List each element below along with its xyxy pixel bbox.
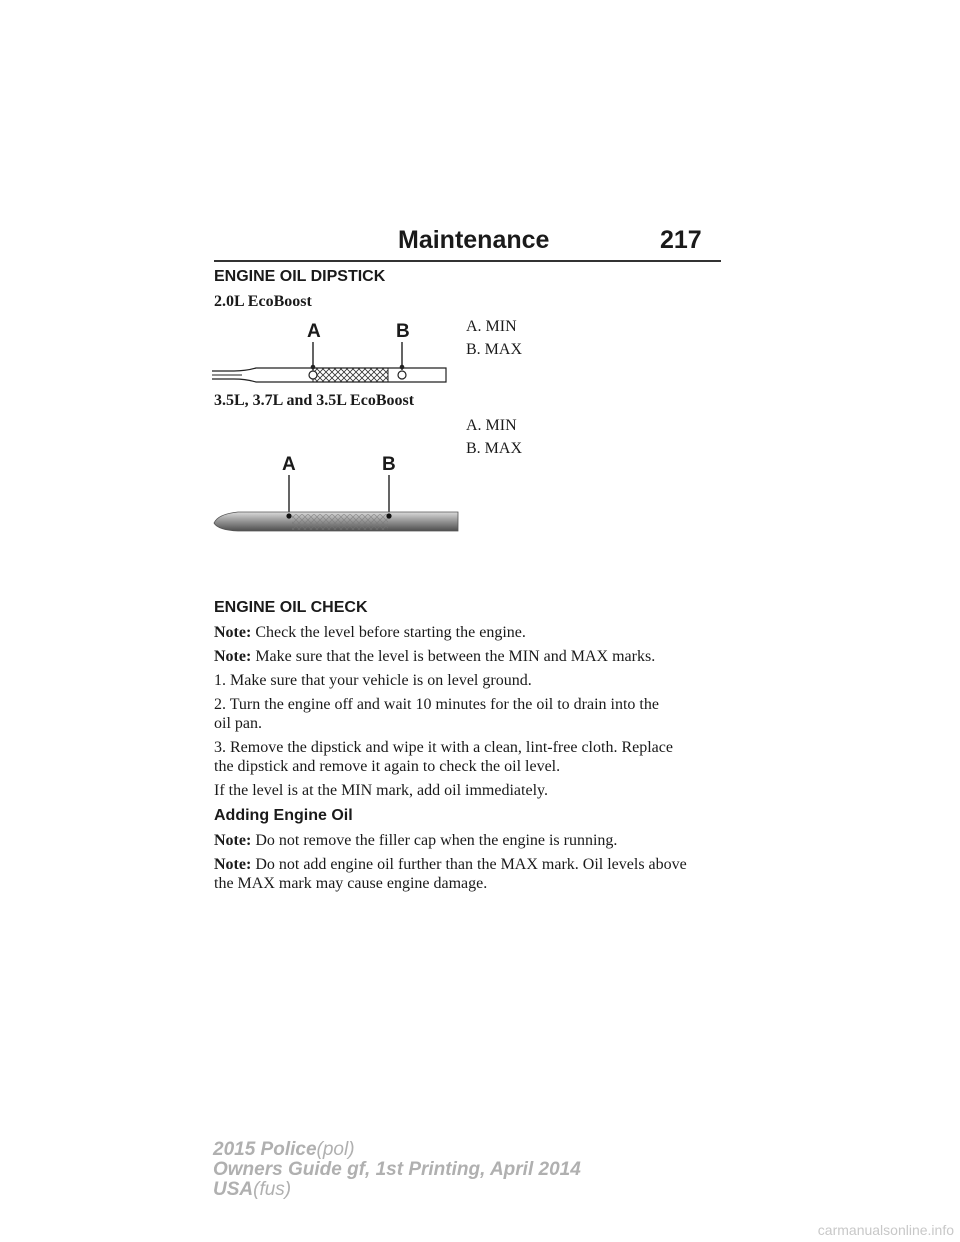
callout-b-2l: B bbox=[396, 321, 410, 342]
oil-check-heading: ENGINE OIL CHECK bbox=[214, 599, 368, 616]
note-text: Do not remove the filler cap when the engine is running. bbox=[255, 832, 618, 849]
footer-line-1: 2015 Police(pol) bbox=[213, 1139, 355, 1160]
legend-max-35l: B. MAX bbox=[466, 440, 523, 457]
note-label: Note: bbox=[214, 832, 252, 849]
legend-min-35l: A. MIN bbox=[466, 417, 517, 434]
callout-a-2l: A bbox=[307, 321, 321, 342]
variant1-title: 2.0L EcoBoost bbox=[214, 293, 312, 310]
note-max-mark-line-1 bbox=[214, 855, 687, 874]
site-watermark: carmanualsonline.info bbox=[817, 1222, 954, 1238]
step-1: 1. Make sure that your vehicle is on level ground. bbox=[214, 672, 532, 689]
legend-max-2l: B. MAX bbox=[466, 341, 523, 358]
dipstick-illustration-35l bbox=[212, 448, 460, 536]
callout-b-35l: B bbox=[382, 454, 396, 475]
legend-min-2l: A. MIN bbox=[466, 318, 517, 335]
step-2-line-1: 2. Turn the engine off and wait 10 minutes for the oil to drain into the bbox=[214, 696, 659, 713]
step-2-line-2: oil pan. bbox=[214, 715, 262, 732]
header-divider bbox=[214, 260, 721, 262]
variant2-title: 3.5L, 3.7L and 3.5L EcoBoost bbox=[214, 392, 415, 409]
note-label: Note: bbox=[214, 648, 252, 665]
dipstick-illustration-2l bbox=[212, 312, 448, 392]
note-filler-cap bbox=[214, 831, 617, 850]
page-number: 217 bbox=[660, 226, 702, 254]
callout-a-35l: A bbox=[282, 454, 296, 475]
note-min-max bbox=[214, 647, 655, 666]
adding-oil-heading: Adding Engine Oil bbox=[214, 807, 353, 824]
max-mark-35l bbox=[386, 513, 391, 518]
print-footer bbox=[213, 1140, 581, 1200]
note-label: Note: bbox=[214, 624, 252, 641]
crosshatch-zone-35l bbox=[292, 514, 388, 530]
min-level-instruction: If the level is at the MIN mark, add oil immediately. bbox=[214, 782, 548, 799]
section-title: Maintenance bbox=[398, 226, 550, 254]
max-hole-2l bbox=[398, 371, 406, 379]
min-hole-2l bbox=[309, 371, 317, 379]
crosshatch-zone-2l bbox=[313, 368, 388, 382]
step-3-line-1: 3. Remove the dipstick and wipe it with a clean, lint-free cloth. Replace bbox=[214, 739, 673, 756]
note-text: Make sure that the level is between the MIN and MAX marks. bbox=[255, 648, 656, 665]
min-mark-35l bbox=[286, 513, 291, 518]
note-text: Do not add engine oil further than the MAX mark. Oil levels above bbox=[255, 856, 687, 873]
note-label: Note: bbox=[214, 856, 252, 873]
step-3-line-2: the dipstick and remove it again to check the oil level. bbox=[214, 758, 561, 775]
footer-line-2: Owners Guide gf, 1st Printing, April 2014 bbox=[213, 1159, 581, 1180]
note-max-mark-line-2: the MAX mark may cause engine damage. bbox=[214, 875, 488, 892]
footer-line-3: USA(fus) bbox=[213, 1179, 292, 1200]
note-text: Check the level before starting the engine. bbox=[255, 624, 526, 641]
note-check-level bbox=[214, 623, 526, 642]
dipstick-heading: ENGINE OIL DIPSTICK bbox=[214, 268, 386, 285]
